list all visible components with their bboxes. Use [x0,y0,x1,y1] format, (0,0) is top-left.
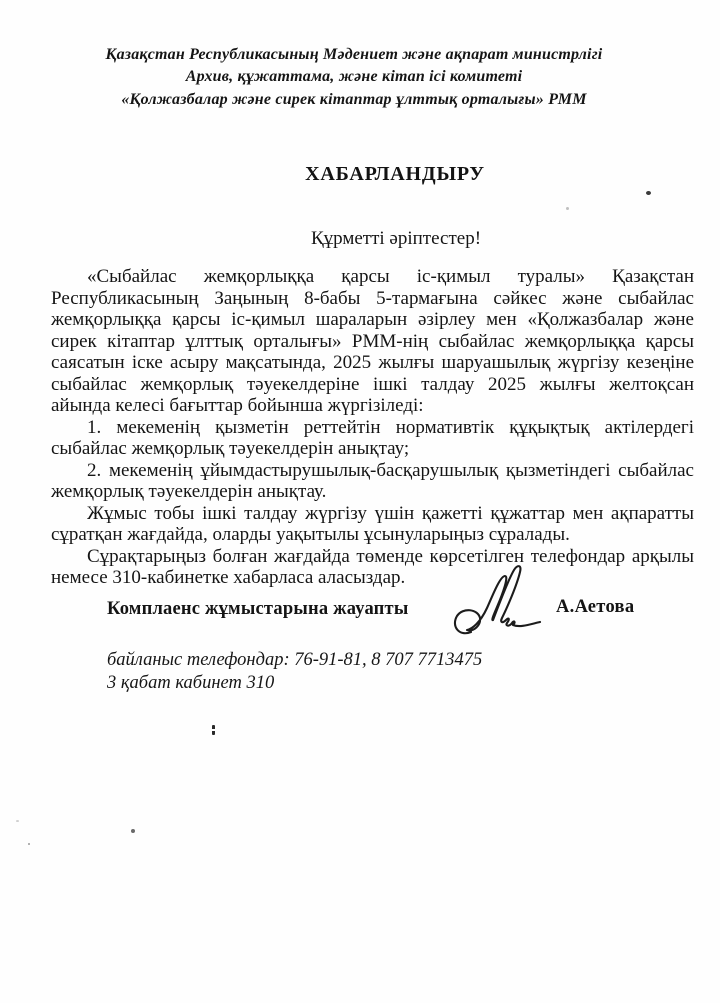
ink-speck [212,725,215,735]
handwritten-signature-icon [450,563,542,639]
body-paragraph-item-2: 2. мекеменің ұйымдастырушылық-басқарушылық қызметіндегі сыбайлас жемқорлық тәуекелдерін анықтау. [51,459,694,502]
salutation: Құрметті әріптестер! [310,228,482,249]
contact-phone-line: байланыс телефондар: 76-91-81, 8 707 7713475 [107,650,483,670]
ink-speck [16,820,19,822]
body-paragraph-request: Жұмыс тобы ішкі талдау жүргізу үшін қажетті құжаттар мен ақпаратты сұратқан жағдайда, оларды уақытылы ұсынуларыңыз сұралады. [51,502,694,545]
contact-info [107,649,482,695]
contact-room-line: 3 қабат кабинет 310 [107,673,275,693]
signature-role-label: Комплаенс жұмыстарына жауапты [107,599,409,619]
document-body [51,266,694,589]
body-paragraph-intro: «Сыбайлас жемқорлыққа қарсы іс-қимыл туралы» Қазақстан Республикасының Заңының 8-бабы 5-тармағына сәйкес және сыбайлас жемқорлыққа қарсы іс-қимыл шараларын әзірлеу мен «Қолжазбалар және сирек кітаптар ұлттық орталығы» РММ-нің сыбайлас жемқорлыққа қарсы саясатын іске асыру мақсатында, 2025 жылғы шаруашылық жүргізу кезеңіне сыбайлас жемқорлық тәуекелдеріне ішкі талдау 2025 жылғы желтоқсан айында келесі бағыттар бойынша жүргізіледі: [51,266,694,416]
ink-speck [131,829,135,833]
signatory-name: А.Аетова [556,597,635,617]
letterhead-line-organization: «Қолжазбалар және сирек кітаптар ұлттық орталығы» РММ [121,90,587,108]
letterhead [0,44,708,111]
letterhead-line-ministry: Қазақстан Республикасының Мәдениет және ақпарат министрлігі [105,46,603,63]
document-title: ХАБАРЛАНДЫРУ [305,163,485,185]
ink-speck [566,207,569,210]
body-paragraph-questions: Сұрақтарыңыз болған жағдайда төменде көрсетілген телефондар арқылы немесе 310-кабинетке хабарласа аласыздар. [51,545,694,588]
ink-speck [646,191,651,195]
letterhead-line-committee: Архив, құжаттама, және кітап ісі комитеті [185,68,523,86]
body-paragraph-item-1: 1. мекеменің қызметін реттейтін нормативтік құқықтық актілердегі сыбайлас жемқорлық тәуекелдерін анықтау; [51,416,694,459]
ink-speck [28,843,30,845]
